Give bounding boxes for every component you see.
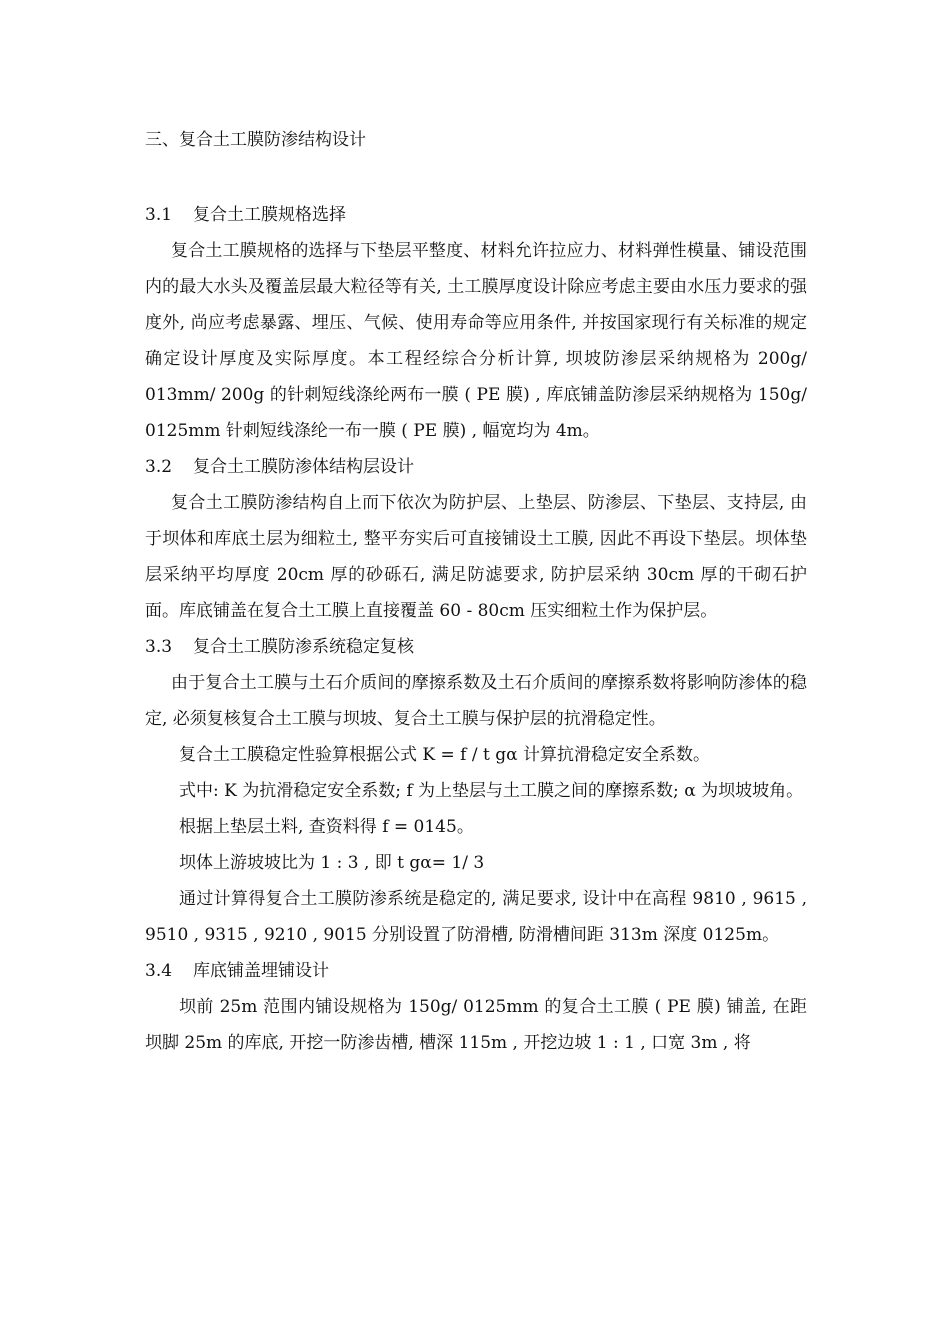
subsection-heading-3-1 — [145, 197, 807, 233]
subsection-heading-3-3 — [145, 629, 807, 665]
subsection-number: 3.1 — [145, 205, 173, 225]
subsection-number: 3.4 — [145, 961, 173, 981]
subsection-number: 3.2 — [145, 457, 173, 477]
paragraph-3-3-3: 式中: K 为抗滑稳定安全系数; f 为上垫层与土工膜之间的摩擦系数; α 为坝坡坡角。 — [179, 781, 804, 801]
paragraph-3-3-1: 由于复合土工膜与土石介质间的摩擦系数及土石介质间的摩擦系数将影响防渗体的稳定, 必须复核复合土工膜与坝坡、复合土工膜与保护层的抗滑稳定性。 — [145, 673, 807, 729]
paragraph-3-3-6: 通过计算得复合土工膜防渗系统是稳定的, 满足要求, 设计中在高程 9810 , 9615 , 9510 , 9315 , 9210 , 9015 分别设置了防滑槽, 防滑槽间距 313m 深度 0125m。 — [145, 889, 807, 945]
paragraph-3-3-4: 根据上垫层土料, 查资料得 f = 0145。 — [179, 817, 474, 837]
section-title: 三、复合土工膜防渗结构设计 — [145, 130, 366, 150]
subsection-heading-3-2 — [145, 449, 807, 485]
subsection-title: 复合土工膜防渗系统稳定复核 — [193, 637, 414, 657]
subsection-title: 复合土工膜防渗体结构层设计 — [193, 457, 414, 477]
subsection-heading-3-4 — [145, 953, 807, 989]
subsection-number: 3.3 — [145, 637, 173, 657]
paragraph-3-1-1: 复合土工膜规格的选择与下垫层平整度、材料允许拉应力、材料弹性模量、铺设范围内的最大水头及覆盖层最大粒径等有关, 土工膜厚度设计除应考虑主要由水压力要求的强度外, 尚应考虑暴露、埋压、气候、使用寿命等应用条件, 并按国家现行有关标准的规定确定设计厚度及实际厚度。本工程经综合分析计算, 坝坡防渗层采纳规格为 200g/ 013mm/ 200g 的针刺短线涤纶两布一膜 ( PE 膜) , 库底铺盖防渗层采纳规格为 150g/ 0125mm 针刺短线涤纶一布一膜 ( PE 膜) , 幅宽均为 4m。 — [145, 241, 807, 441]
subsection-title: 复合土工膜规格选择 — [193, 205, 346, 225]
document-body — [145, 122, 807, 1061]
paragraph-3-4-1: 坝前 25m 范围内铺设规格为 150g/ 0125mm 的复合土工膜 ( PE 膜) 铺盖, 在距坝脚 25m 的库底, 开挖一防渗齿槽, 槽深 115m , 开挖边坡 1 : 1 , 口宽 3m , 将 — [145, 997, 807, 1053]
paragraph-3-2-1: 复合土工膜防渗结构自上而下依次为防护层、上垫层、防渗层、下垫层、支持层, 由于坝体和库底土层为细粒土, 整平夯实后可直接铺设土工膜, 因此不再设下垫层。坝体垫层采纳平均厚度 20cm 厚的砂砾石, 满足防滤要求, 防护层采纳 30cm 厚的干砌石护面。库底铺盖在复合土工膜上直接覆盖 60 - 80cm 压实细粒土作为保护层。 — [145, 493, 807, 621]
subsection-title: 库底铺盖埋铺设计 — [193, 961, 329, 981]
paragraph-3-3-2: 复合土工膜稳定性验算根据公式 K = f / t gα 计算抗滑稳定安全系数。 — [179, 745, 710, 765]
paragraph-3-3-5: 坝体上游坡坡比为 1 : 3 , 即 t gα= 1/ 3 — [179, 853, 485, 873]
